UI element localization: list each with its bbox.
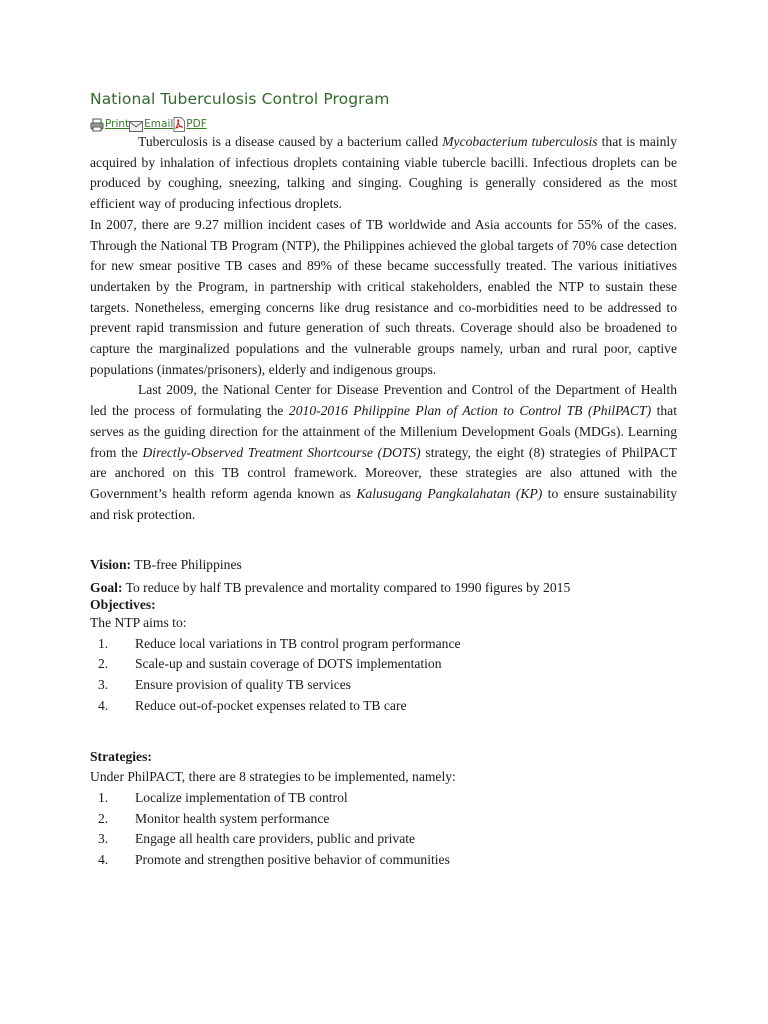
intro-paragraph: Tuberculosis is a disease caused by a bacterium called Mycobacterium tuberculosis that is mainly acquired by inhalation of infectious droplets containing viable tubercle bacilli. Infectious droplets can be produced by coughing, sneezing, talking and singing. Coughing is generally considered as the most efficient way of producing infectious droplets. xyxy=(90,134,678,212)
list-item: 4. Reduce out-of-pocket expenses related to TB care xyxy=(98,697,407,713)
vision-statement: Vision: TB-free Philippines xyxy=(90,557,242,573)
goal-statement: Goal: To reduce by half TB prevalence and mortality compared to 1990 figures by 2015 xyxy=(90,580,571,596)
email-label: Email xyxy=(144,118,174,130)
strategies-intro: Under PhilPACT, there are 8 strategies to be implemented, namely: xyxy=(90,769,456,785)
envelope-icon xyxy=(129,121,144,132)
print-label: Print xyxy=(105,118,130,130)
list-item: 3. Ensure provision of quality TB services xyxy=(98,677,352,693)
document-page xyxy=(90,88,677,871)
article-toolbar xyxy=(90,116,677,132)
list-item: 2. Scale-up and sustain coverage of DOTS implementation xyxy=(98,656,442,672)
strategies-heading: Strategies: xyxy=(90,748,152,764)
bacterium-name: Mycobacterium tuberculosis xyxy=(442,134,598,149)
statistics-paragraph: In 2007, there are 9.27 million incident cases of TB worldwide and Asia accounts for 55% of the cases. Through the National TB Program (NTP), the Philippines achieved the global targets of 70% case detection for new smear positive TB cases and 89% of these became successfully treated. The various initiatives undertaken by the Program, in partnership with critical stakeholders, enabled the NTP to sustain these targets. Nonetheless, emerging concerns like drug resistance and co-morbidities need to be addressed to prevent rapid transmission and future generation of such threats. Coverage should also be broadened to capture the marginalized populations and the vulnerable groups namely, urban and rural poor, captive populations (inmates/prisoners), elderly and indigenous groups. xyxy=(90,216,677,377)
list-item: 1. Reduce local variations in TB control program performance xyxy=(98,635,461,651)
objectives-list xyxy=(90,634,677,717)
email-link[interactable] xyxy=(129,116,173,132)
objectives-heading: Objectives: xyxy=(90,597,156,613)
printer-icon xyxy=(90,118,105,132)
strategies-list xyxy=(90,788,677,871)
objectives-intro: The NTP aims to: xyxy=(90,615,187,631)
pdf-link[interactable] xyxy=(173,116,206,132)
page-title: National Tuberculosis Control Program xyxy=(90,90,390,108)
list-item: 2. Monitor health system performance xyxy=(98,810,330,826)
pdf-label: PDF xyxy=(186,118,207,130)
philpact-paragraph: Last 2009, the National Center for Disease Prevention and Control of the Department of Health led the process of formulating the 2010-2016 Philippine Plan of Action to Control TB (PhilPACT) that serves as the guiding direction for the attainment of the Millenium Development Goals (MDGs). Learning from the Directly-Observed Treatment Shortcourse (DOTS) strategy, the eight (8) strategies of PhilPACT are anchored on this TB control framework. Moreover, these strategies are also attuned with the Government’s health reform agenda known as Kalusugang Pangkalahatan (KP) to ensure sustainability and risk protection. xyxy=(90,382,677,522)
pdf-file-icon xyxy=(173,117,186,132)
list-item: 3. Engage all health care providers, public and private xyxy=(98,831,416,847)
list-item: 4. Promote and strengthen positive behavior of communities xyxy=(98,852,450,868)
print-link[interactable] xyxy=(90,116,129,132)
list-item: 1. Localize implementation of TB control xyxy=(98,789,348,805)
